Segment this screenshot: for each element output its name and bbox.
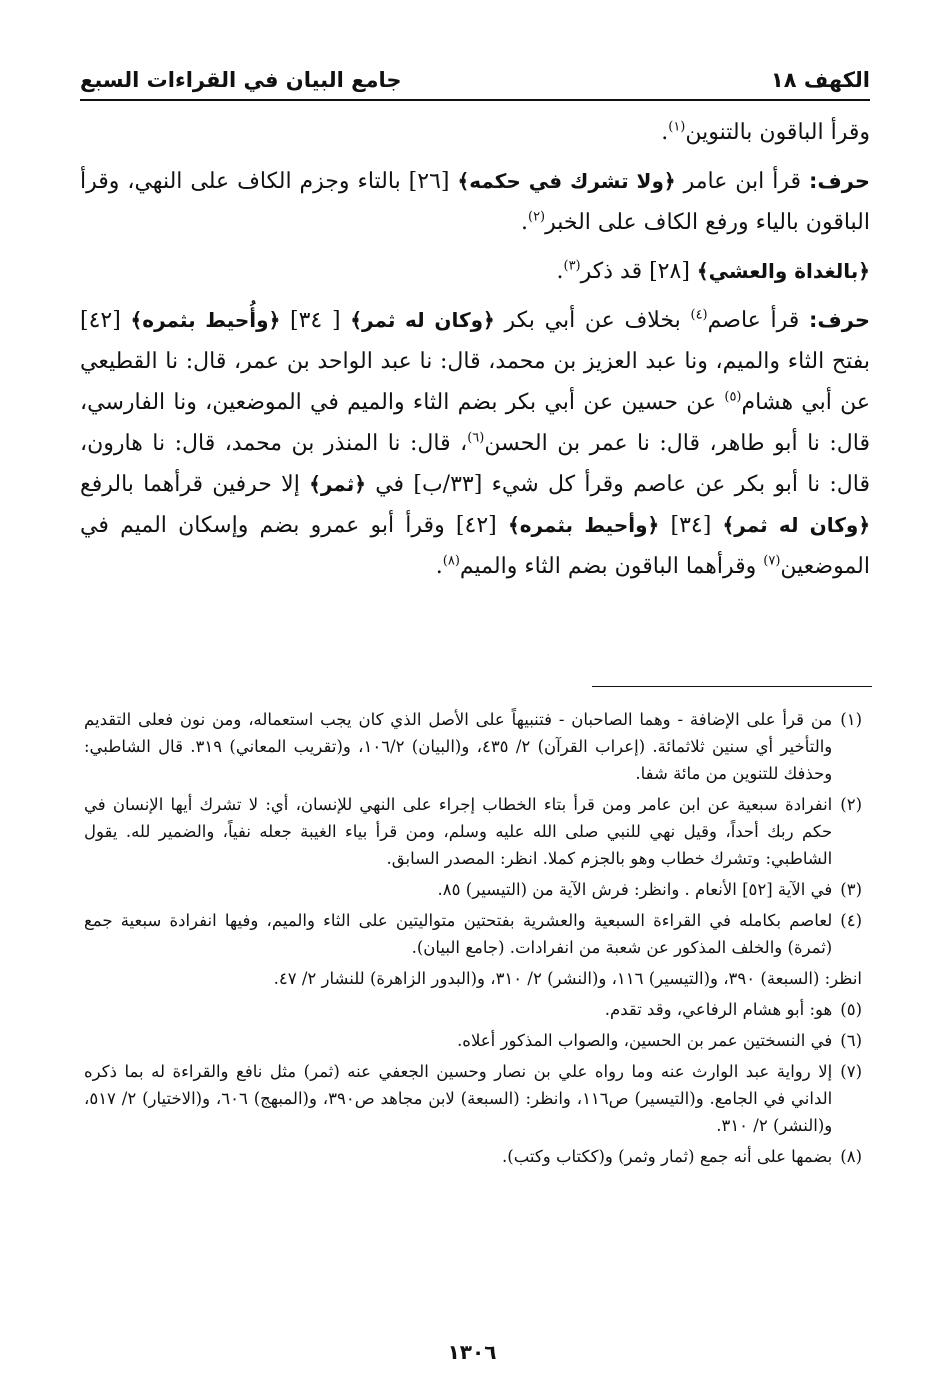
main-text [80, 112, 870, 595]
footnote-text: بضمها على أنه جمع (ثمار وثمر) و(ككتاب وكتب). [502, 1147, 833, 1166]
header-book-title: جامع البيان في القراءات السبع [80, 68, 402, 92]
footnote-text: إلا رواية عبد الوارث عنه وما رواه علي بن نصار وحسين الجعفي عنه (ثمر) مثل نافع والقراءة له بما ذكره الداني في الجامع. و(التيسير) ص١١٦، وانظر: (السبعة) لابن مجاهد ص٣٩٠، و(المبهج) ٦٠٦، و(الاختيار) ٢/ ٥١٧، و(النشر) ٢/ ٣١٠. [84, 1062, 833, 1135]
quran-quote: ﴿وأحيط بثمره﴾ [507, 513, 660, 537]
footnote-number: (١) [840, 710, 862, 729]
footnote-number: (٧) [840, 1062, 862, 1081]
page-number: ١٣٠٦ [447, 1340, 497, 1364]
paragraph-2: حرف: قرأ ابن عامر ﴿ولا تشرك في حكمه﴾ [٢٦] بالتاء وجزم الكاف على النهي، وقرأ الباقون بالياء ورفع الكاف على الخبر$^{(٢)}$. [80, 169, 871, 235]
footnote-text: في الآية [٥٢] الأنعام . وانظر: فرش الآية من (التيسير) ٨٥. [437, 880, 833, 899]
quran-quote: ﴿وكان له ثمر﴾ [722, 513, 871, 537]
quran-quote: ﴿وكان له ثمر﴾ [350, 308, 495, 332]
quran-quote: ﴿ثمر﴾ [309, 472, 366, 496]
paragraph-3: ﴿بالغداة والعشي﴾ [٢٨] قد ذكر$^{(٣)}$. [556, 258, 870, 284]
footnote-number: (٤) [840, 911, 862, 930]
footnote [84, 1143, 862, 1170]
header-rule [80, 99, 870, 101]
footnote-number: (٨) [840, 1147, 862, 1166]
footnote-number: (٢) [840, 795, 862, 814]
quran-quote: ﴿ولا تشرك في حكمه﴾ [457, 169, 676, 193]
quran-quote: ﴿وأُحيط بثمره﴾ [130, 308, 281, 332]
footnote [84, 907, 862, 961]
footnote [84, 706, 862, 787]
footnote-ref[interactable]: (٤) [690, 307, 708, 323]
footnote-ref[interactable]: (٣) [563, 258, 581, 274]
running-header [80, 56, 870, 96]
footnote-ref[interactable]: (٢) [527, 209, 546, 225]
footnote-text: انفرادة سبعية عن ابن عامر ومن قرأ بتاء الخطاب إجراء على النهي للإنسان، أي: لا تشرك أيها الإنسان في حكم ربك أحداً، وقيل نهي للنبي صلى الله عليه وسلم، ومن قرأ بياء الغيبة جعله نفياً، والضمير لله. يقول الشاطبي: وتشرك خطاب وهو بالجزم كملا. انظر: المصدر السابق. [84, 795, 833, 868]
footnote-separator [592, 686, 872, 687]
footnote-continuation: انظر: (السبعة) ٣٩٠، و(التيسير) ١١٦، و(النشر) ٢/ ٣١٠، و(البدور الزاهرة) للنشار ٢/ ٤٧. [273, 969, 862, 988]
footnote-ref[interactable]: (٨) [442, 553, 460, 569]
footnote-ref[interactable]: (١) [668, 119, 686, 135]
footnote [84, 876, 862, 903]
footnote-number: (٦) [840, 1031, 862, 1050]
footnote-text: هو: أبو هشام الرفاعي، وقد تقدم. [604, 1000, 833, 1019]
paragraph-4: حرف: قرأ عاصم$^{(٤)}$ بخلاف عن أبي بكر ﴿وكان له ثمر﴾ [ ٣٤] ﴿وأُحيط بثمره﴾ [٤٢] بفتح الثاء والميم، ونا عبد العزيز بن محمد، قال: نا عبد الواحد بن عمر، قال: نا القطيعي عن أبي هشام$^{(٥)}$ عن حسين عن أبي بكر بضم الثاء والميم في الموضعين، ونا الفارسي، قال: نا أبو طاهر، قال: نا عمر بن الحسن$^{(٦)}$، قال: نا المنذر بن محمد، قال: نا هارون، قال: نا أبو بكر عن عاصم وقرأ كل شيء [٣٣/ب] في ﴿ثمر﴾ إلا حرفين قرأهما بالرفع ﴿وكان له ثمر﴾ [٣٤] ﴿وأحيط بثمره﴾ [٤٢] وقرأ أبو عمرو بضم وإسكان الميم في الموضعين$^{(٧)}$ وقرأهما الباقون بضم الثاء والميم$^{(٨)}$. [80, 307, 871, 579]
header-surah: الكهف ١٨ [770, 68, 870, 92]
footnote-ref[interactable]: (٧) [763, 553, 781, 569]
footnote [84, 791, 862, 872]
footnote-text: من قرأ على الإضافة - وهما الصاحبان - فتنبيهاً على الأصل الذي كان يجب استعماله، ومن نون فعلى التقديم والتأخير أي سنين ثلاثمائة. (إعراب القرآن) ٢/ ٤٣٥، و(البيان) ١٠٦/٢، و(تقريب المعاني) ٣١٩. قال الشاطبي: وحذفك للتنوين من مائة شفا. [84, 710, 833, 783]
quran-quote: ﴿بالغداة والعشي﴾ [696, 259, 870, 283]
harf-label: حرف: [809, 308, 870, 332]
footnote-ref[interactable]: (٦) [467, 430, 485, 446]
footnote [84, 1027, 862, 1054]
paragraph-1: وقرأ الباقون بالتنوين$^{(١)}$. [661, 119, 870, 145]
footnotes [84, 706, 862, 1174]
footnote [84, 996, 862, 1023]
footnote-text: لعاصم بكامله في القراءة السبعية والعشرية بفتحتين متواليتين على الثاء والميم، وفيها انفرادة سبعية جمع (ثمرة) والخلف المذكور عن شعبة من انفرادات. (جامع البيان). [84, 911, 833, 957]
footnote-ref[interactable]: (٥) [724, 389, 742, 405]
harf-label: حرف: [809, 169, 871, 193]
footnote-number: (٥) [840, 1000, 862, 1019]
footnote-number: (٣) [840, 880, 862, 899]
footnote [84, 1058, 862, 1139]
footnote-text: في النسختين عمر بن الحسين، والصواب المذكور أعلاه. [457, 1031, 833, 1050]
